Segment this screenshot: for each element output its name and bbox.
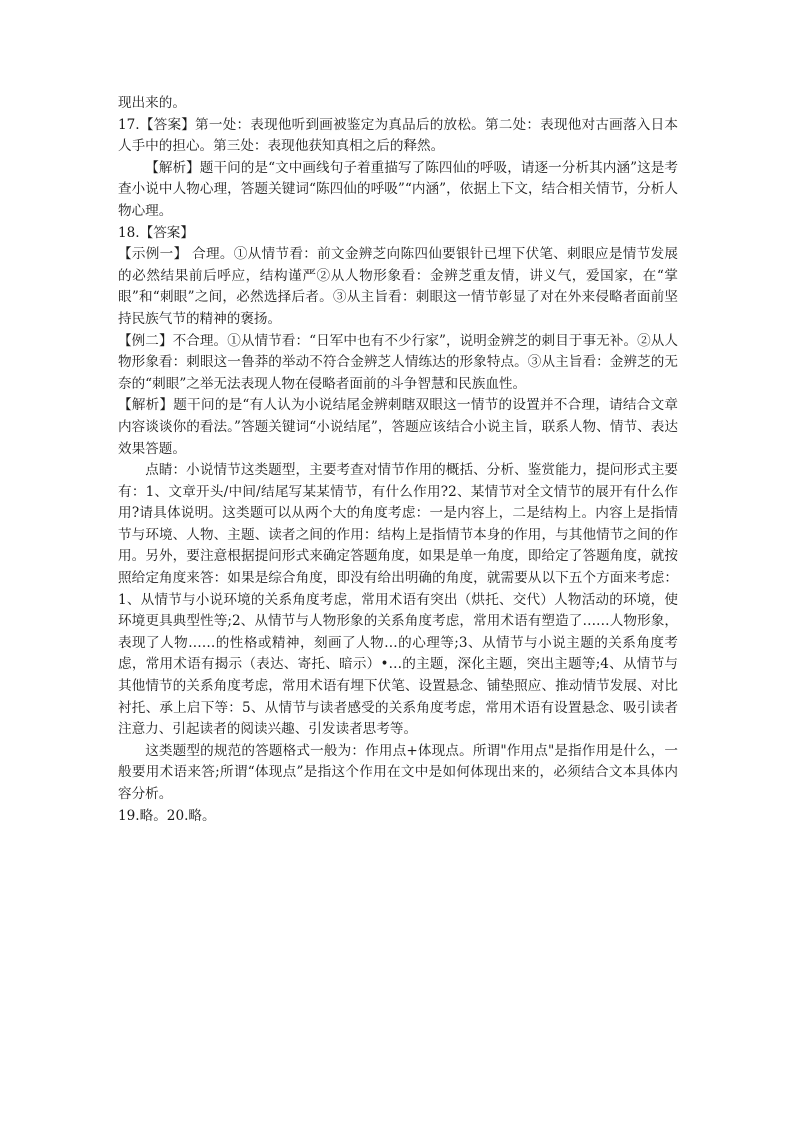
answer-format-18: 这类题型的规范的答题格式一般为：作用点+体现点。所谓"作用点"是指作用是什么，一般要用术语来答;所谓“体现点”是指这个作用在文中是如何体现出来的，必须结合文本具体内容分析。 — [118, 742, 678, 802]
answer-18-example-1: 【示例一】 合理。①从情节看：前文金辨芝向陈四仙要银针已埋下伏笔、刺眼应是情节发展的必然结果前后呼应，结构谨严②从人物形象看：金辨芝重友情，讲义气，爱国家，在“掌眼”和“刺眼”之间，必然选择后者。③从主旨看：刺眼这一情节彰显了对在外来侵略者面前坚持民族气节的精神的褒扬。 — [118, 246, 678, 327]
answer-19-20: 19.略。20.略。 — [118, 807, 216, 824]
document-page — [118, 93, 678, 827]
paragraph-continued: 现出来的。 — [118, 95, 186, 111]
analysis-18: 【解析】题干问的是“有人认为小说结尾金辨刺瞎双眼这一情节的设置并不合理，请结合文章内容谈谈你的看法。”答题关键词“小说结尾”，答题应该结合小说主旨，联系人物、情节、表达效果答题。 — [118, 397, 678, 457]
analysis-17: 【解析】题干问的是“文中画线句子着重描写了陈四仙的呼吸，请逐一分析其内涵”这是考查小说中人物心理，答题关键词“陈四仙的呼吸”“内涵”，依据上下文，结合相关情节，分析人物心理。 — [118, 159, 678, 219]
answer-18-example-2: 【例二】不合理。①从情节看：“日军中也有不少行家”，说明金辨芝的刺目于事无补。②从人物形象看：刺眼这一鲁莽的举动不符合金辨芝人情练达的形象特点。③从主旨看：金辨芝的无奈的“刺眼”之举无法表现人物在侵略者面前的斗争智慧和民族血性。 — [118, 332, 678, 392]
answer-18-heading: 18.【答案】 — [118, 224, 194, 241]
comment-18: 点睛：小说情节这类题型，主要考查对情节作用的概括、分析、鉴赏能力，提问形式主要有：1、文章开头/中间/结尾写某某情节，有什么作用?2、某情节对全文情节的展开有什么作用?请具体说明。这类题可以从两个大的角度考虑：一是内容上，二是结构上。内容上是指情节与环境、人物、主题、读者之间的作用：结构上是指情节本身的作用，与其他情节之间的作用。另外，要注意根据提问形式来确定答题角度，如果是单一角度，即给定了答题角度，就按照给定角度来答：如果是综合角度，即没有给出明确的角度，就需要从以下五个方面来考虑：1、从情节与小说环境的关系角度考虑，常用术语有突出（烘托、交代）人物活动的环境，使环境更具典型性等;2、从情节与人物形象的关系角度考虑，常用术语有塑造了……人物形象，表现了人物……的性格或精神，刻画了人物…的心理等;3、从情节与小说主题的关系角度考虑，常用术语有揭示（表达、寄托、暗示）•…的主题，深化主题，突出主题等;4、从情节与其他情节的关系角度考虑，常用术语有埋下伏笔、设置悬念、铺垫照应、推动情节发展、对比衬托、承上启下等：5、从情节与读者感受的关系角度考虑，常用术语有设置悬念、吸引读者注意力、引起读者的阅读兴趣、引发读者思考等。 — [118, 462, 678, 738]
answer-17: 17.【答案】第一处：表现他听到画被鉴定为真品后的放松。第二处：表现他对古画落入日本人手中的担心。第三处：表现他获知真相之后的释然。 — [118, 116, 678, 155]
